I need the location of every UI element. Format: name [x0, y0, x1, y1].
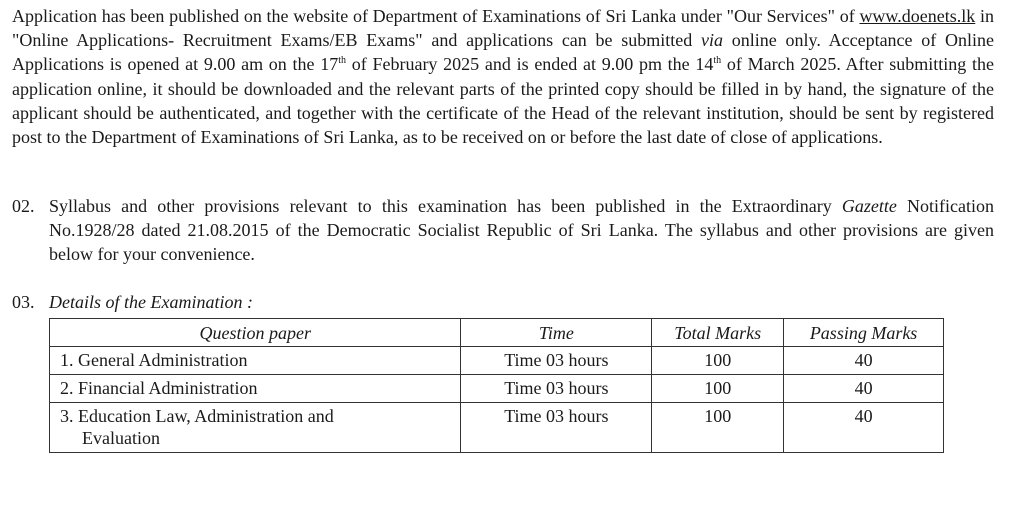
header-time: Time [461, 319, 652, 347]
section-02-italic-gazette: Gazette [841, 196, 897, 216]
section-02-text-a: Syllabus and other provisions relevant to this examination has been published in the Extraordinary [49, 196, 842, 216]
section-02 [12, 194, 994, 266]
paper-name: 2. Financial Administration [60, 378, 258, 398]
passing-marks-cell: 40 [784, 403, 944, 453]
header-question-paper: Question paper [50, 319, 461, 347]
total-marks-cell: 100 [652, 347, 784, 375]
header-passing-marks: Passing Marks [784, 319, 944, 347]
table-header-row [50, 319, 944, 347]
header-total-marks: Total Marks [652, 319, 784, 347]
para1-text-b: in "Online Applications- Recruitment Exams/EB Exams" and applications can be submitted [12, 6, 994, 51]
para1-text-e: of March 2025. After submitting the application online, it should be downloaded and the relevant parts of the printed copy should be filled in by hand, the signature of the applicant should be authenticated, and together with the certificate of the Head of the relevant institution, should be sent by registered post to the Department of Examinations of Sri Lanka, as to be received on or before the last date of close of applications. [12, 54, 994, 148]
paper-name: 3. Education Law, Administration and [60, 406, 334, 426]
section-02-body [49, 194, 994, 266]
para1-text-a: Application has been published on the website of Department of Examinations of Sri Lanka under "Our Services" of [12, 6, 860, 26]
section-03-number: 03. [12, 292, 35, 312]
passing-marks-cell: 40 [784, 375, 944, 403]
total-marks-cell: 100 [652, 403, 784, 453]
time-cell: Time 03 hours [461, 403, 652, 453]
para1-italic-via: via [701, 30, 724, 51]
table-row [50, 403, 944, 453]
para1-text-c: online only. Acceptance of Online Applications is opened at 9.00 am on the 17 [12, 30, 995, 75]
time-cell: Time 03 hours [461, 347, 652, 375]
para1-superscript-2: th [713, 55, 722, 67]
exam-details-table [49, 318, 944, 453]
section-03 [12, 290, 994, 314]
application-paragraph [12, 4, 994, 149]
paper-name-continuation: Evaluation [82, 428, 160, 448]
table-row [50, 375, 944, 403]
table-row [50, 347, 944, 375]
total-marks-cell: 100 [652, 375, 784, 403]
para1-superscript-1: th [338, 55, 347, 67]
section-02-text-b: Notification No.1928/28 dated 21.08.2015 of the Democratic Socialist Republic of Sri Lanka. The syllabus and other provisions are given below for your convenience. [49, 196, 994, 264]
paper-name: 1. General Administration [60, 350, 248, 370]
para1-text-d: of February 2025 and is ended at 9.00 pm the 14 [346, 54, 714, 75]
section-02-number: 02. [12, 196, 35, 216]
passing-marks-cell: 40 [784, 347, 944, 375]
doenets-link[interactable]: www.doenets.lk [859, 6, 976, 26]
section-03-title: Details of the Examination : [49, 292, 253, 312]
time-cell: Time 03 hours [461, 375, 652, 403]
paper-cell [50, 375, 461, 403]
paper-cell [50, 403, 461, 453]
paper-cell [50, 347, 461, 375]
